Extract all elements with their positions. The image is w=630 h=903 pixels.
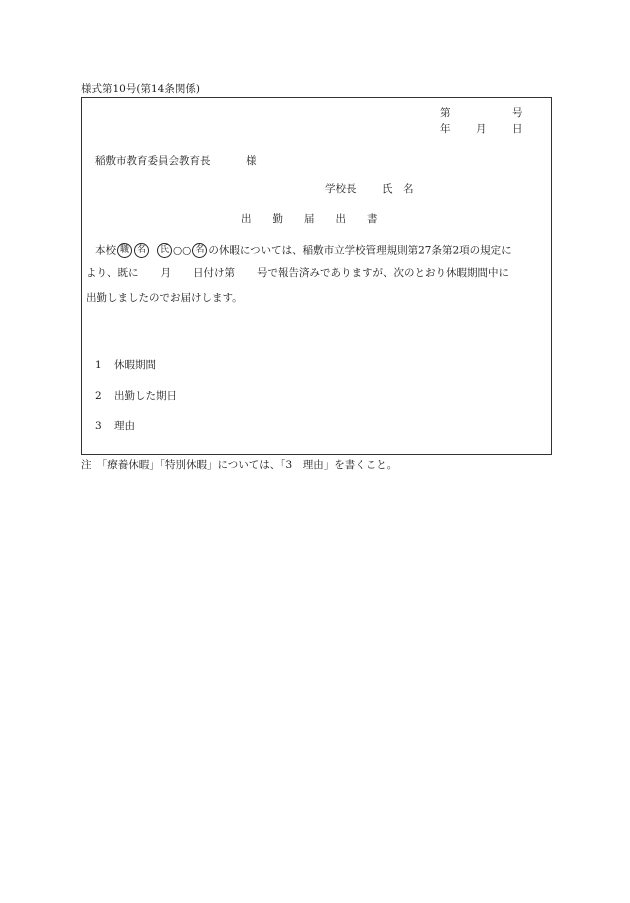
- circled-char: 職: [117, 243, 132, 258]
- body-text: より、既に: [86, 267, 139, 279]
- document-title: 出 勤 届 出 書: [241, 213, 378, 225]
- item-label-vacation-period: 休暇期間: [114, 359, 156, 371]
- body-text: 本校: [95, 244, 116, 257]
- circled-char: 名: [192, 243, 207, 258]
- body-line-3: 出勤しましたのでお届けします。: [86, 292, 243, 304]
- footnote: 注 「療養休暇」「特別休暇」については、「3 理由」を書くこと。: [81, 459, 398, 471]
- principal-name-label: 氏 名: [382, 183, 414, 195]
- item-label-work-date: 出勤した期日: [114, 390, 177, 402]
- body-text: 号で報告済みでありますが、次のとおり休暇期間中に: [257, 267, 509, 279]
- date-day-label: 日: [512, 123, 523, 135]
- item-label-reason: 理由: [114, 420, 135, 432]
- document-number-prefix: 第: [440, 107, 451, 119]
- form-number-label: 様式第10号(第14条関係): [81, 83, 200, 95]
- body-text: 月: [160, 267, 171, 279]
- body-line-1: [95, 243, 512, 258]
- addressee-honorific: 様: [246, 155, 257, 167]
- date-year-label: 年: [440, 123, 451, 135]
- body-text: ○○: [173, 244, 192, 257]
- addressee-name: 稲敷市教育委員会教育長: [95, 155, 211, 167]
- document-number-suffix: 号: [512, 107, 523, 119]
- item-number: 2: [95, 390, 102, 402]
- circled-char: 氏: [157, 243, 172, 258]
- item-number: 3: [95, 420, 102, 432]
- circled-char: 名: [134, 243, 149, 258]
- date-month-label: 月: [476, 123, 487, 135]
- body-text: の休暇については、稲敷市立学校管理規則第27条第2項の規定に: [208, 244, 512, 257]
- principal-title: 学校長: [325, 183, 357, 195]
- item-number: 1: [95, 359, 102, 371]
- body-line-2: [86, 268, 509, 279]
- body-text: 日付け第: [193, 267, 235, 279]
